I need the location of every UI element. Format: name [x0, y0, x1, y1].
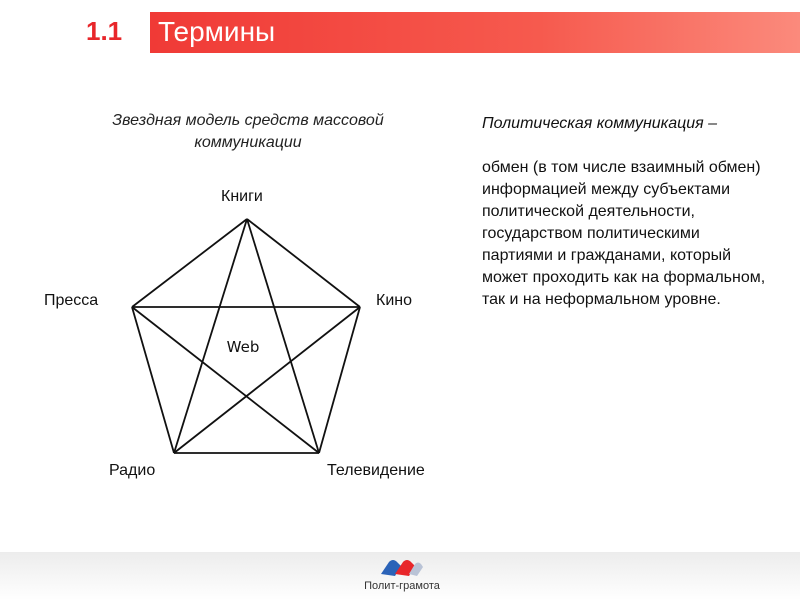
section-number: 1.1	[86, 16, 123, 46]
footer-logo-text: Полит-грамота	[364, 580, 440, 592]
edge-cinema-tv	[319, 307, 360, 453]
edge-books-cinema	[247, 219, 360, 307]
node-press: Пресса	[44, 292, 99, 309]
diag-books-tv	[247, 219, 319, 453]
edge-radio-press	[132, 307, 174, 453]
node-cinema: Кино	[376, 292, 412, 309]
definition-text: обмен (в том числе взаимный обмен) информацией между субъектами политической деятельности, государством политическими партиями и гражданами, который может проходить как на формальном, так и на неформальном уровне.	[482, 159, 766, 308]
node-books: Книги	[221, 188, 263, 205]
diag-press-tv	[132, 307, 319, 453]
diag-cinema-radio	[174, 307, 360, 453]
diagram-title: Звездная модель средств массовой коммуникации	[112, 112, 384, 151]
node-radio: Радио	[109, 462, 156, 479]
polit-gramota-logo-icon	[379, 556, 425, 578]
definition-block	[482, 113, 772, 311]
definition-term: Политическая коммуникация –	[482, 115, 718, 132]
node-television: Телевидение	[327, 462, 425, 479]
edge-press-books	[132, 219, 247, 307]
center-label-web: Web	[226, 338, 260, 356]
page-title: Термины	[158, 16, 276, 47]
diag-books-radio	[174, 219, 247, 453]
